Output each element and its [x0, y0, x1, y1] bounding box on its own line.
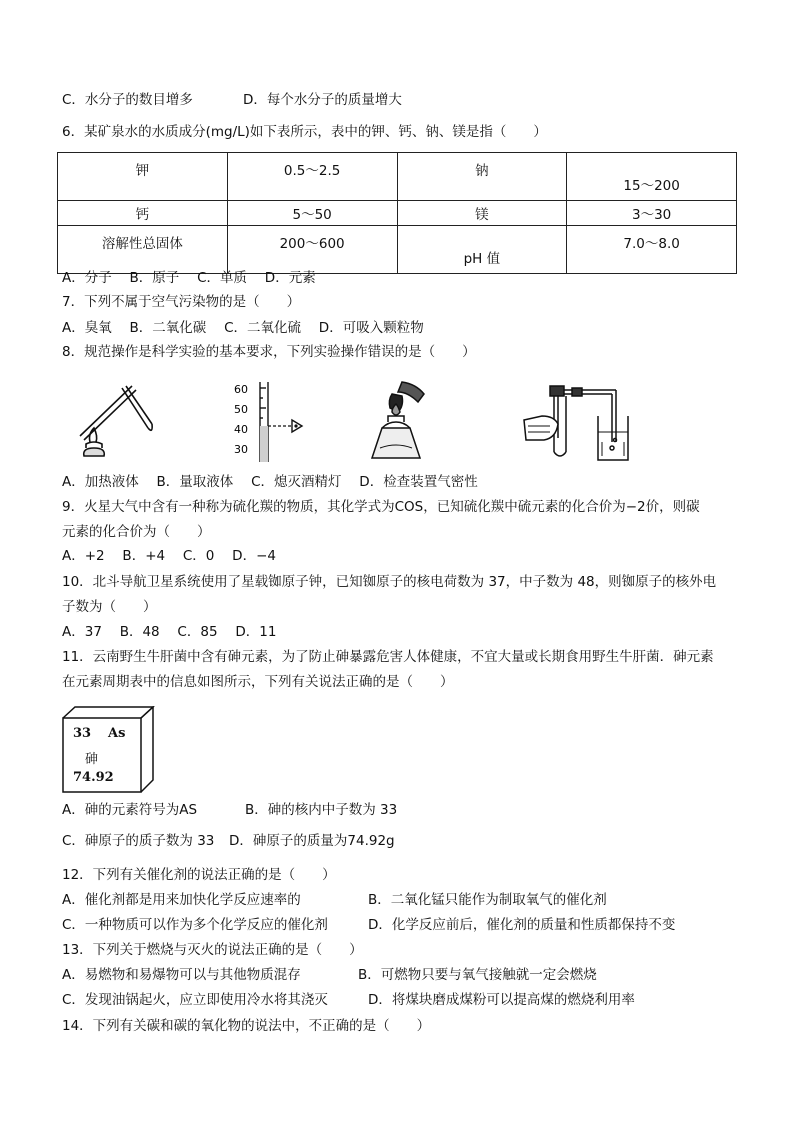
- table-row: [58, 226, 737, 274]
- question-10-options: A．37 B．48 C．85 D．11: [62, 624, 277, 640]
- question-11-option-d: D．砷原子的质量为74.92g: [229, 833, 395, 849]
- element-mass: 74.92: [73, 770, 114, 785]
- question-9-line-2: 元素的化合价为（ ）: [62, 524, 211, 540]
- question-6: 6．某矿泉水的水质成分(mg/L)如下表所示，表中的钾、钙、钠、镁是指（ ）: [62, 124, 547, 140]
- question-13-option-c: C．发现油锅起火，应立即使用冷水将其浇灭: [62, 992, 328, 1008]
- cylinder-tick-60: 60: [234, 383, 248, 396]
- question-13: 13．下列关于燃烧与灭火的说法正确的是（ ）: [62, 942, 363, 958]
- question-10-line-2: 子数为（ ）: [62, 599, 157, 615]
- question-12: 12．下列有关催化剂的说法正确的是（ ）: [62, 867, 336, 883]
- table-row: [58, 201, 737, 226]
- question-12-option-c: C．一种物质可以作为多个化学反应的催化剂: [62, 917, 328, 933]
- q5-option-c: C．水分子的数目增多: [62, 92, 193, 108]
- question-11-line-1: 11．云南野生牛肝菌中含有砷元素，为了防止砷暴露危害人体健康，不宜大量或长期食用野生牛肝菌．砷元素: [62, 649, 714, 665]
- element-name: 砷: [85, 752, 99, 767]
- table-cell: 镁: [397, 201, 567, 226]
- question-13-option-a: A．易燃物和易爆物可以与其他物质混存: [62, 967, 301, 983]
- table-cell: 溶解性总固体: [58, 226, 228, 274]
- table-cell: 7.0～8.0: [567, 226, 737, 274]
- table-cell: 钾: [58, 153, 228, 201]
- question-7-options: A．臭氧 B．二氧化碳 C．二氧化硫 D．可吸入颗粒物: [62, 320, 424, 336]
- question-11-option-b: B．砷的核内中子数为 33: [245, 802, 398, 818]
- table-cell: 15～200: [567, 153, 737, 201]
- table-cell: 200～600: [227, 226, 397, 274]
- question-9-options: A．+2 B．+4 C．0 D．−4: [62, 548, 276, 564]
- element-atomic-number: 33: [73, 726, 92, 741]
- question-13-option-b: B．可燃物只要与氧气接触就一定会燃烧: [358, 967, 597, 983]
- question-12-option-b: B．二氧化锰只能作为制取氧气的催化剂: [368, 892, 607, 908]
- alcohol-lamp-figure: [358, 378, 438, 462]
- table-cell: 5～50: [227, 201, 397, 226]
- table-cell: pH 值: [397, 226, 567, 274]
- question-9-line-1: 9．火星大气中含有一种称为硫化羰的物质，其化学式为COS，已知硫化羰中硫元素的化合价为−2价，则碳: [62, 499, 700, 515]
- element-symbol: As: [108, 726, 126, 741]
- heating-liquid-figure: [78, 378, 158, 460]
- q5-option-d: D．每个水分子的质量增大: [243, 92, 402, 108]
- cylinder-tick-30: 30: [234, 443, 248, 456]
- table-cell: 0.5～2.5: [227, 153, 397, 201]
- question-11-option-a: A．砷的元素符号为AS: [62, 802, 198, 818]
- question-12-option-a: A．催化剂都是用来加快化学反应速率的: [62, 892, 301, 908]
- table-cell: 3～30: [567, 201, 737, 226]
- question-6-options: A．分子 B．原子 C．单质 D．元素: [62, 270, 316, 286]
- cylinder-tick-50: 50: [234, 403, 248, 416]
- airtightness-check-figure: [520, 376, 640, 464]
- table-row: [58, 153, 737, 201]
- measuring-cylinder-figure: [222, 380, 322, 464]
- question-8: 8．规范操作是科学实验的基本要求，下列实验操作错误的是（ ）: [62, 344, 476, 360]
- question-10-line-1: 10．北斗导航卫星系统使用了星载铷原子钟，已知铷原子的核电荷数为 37，中子数为 48，则铷原子的核外电: [62, 574, 717, 590]
- cylinder-tick-40: 40: [234, 423, 248, 436]
- question-7: 7．下列不属于空气污染物的是（ ）: [62, 294, 301, 310]
- question-8-options: A．加热液体 B．量取液体 C．熄灭酒精灯 D．检查装置气密性: [62, 474, 478, 490]
- question-13-option-d: D．将煤块磨成煤粉可以提高煤的燃烧利用率: [368, 992, 635, 1008]
- mineral-water-table: [57, 152, 737, 274]
- question-11-line-2: 在元素周期表中的信息如图所示，下列有关说法正确的是（ ）: [62, 674, 454, 690]
- question-11-option-c: C．砷原子的质子数为 33: [62, 833, 215, 849]
- question-12-option-d: D．化学反应前后，催化剂的质量和性质都保持不变: [368, 917, 676, 933]
- table-cell: 钠: [397, 153, 567, 201]
- table-cell: 钙: [58, 201, 228, 226]
- question-14: 14．下列有关碳和碳的氧化物的说法中，不正确的是（ ）: [62, 1018, 431, 1034]
